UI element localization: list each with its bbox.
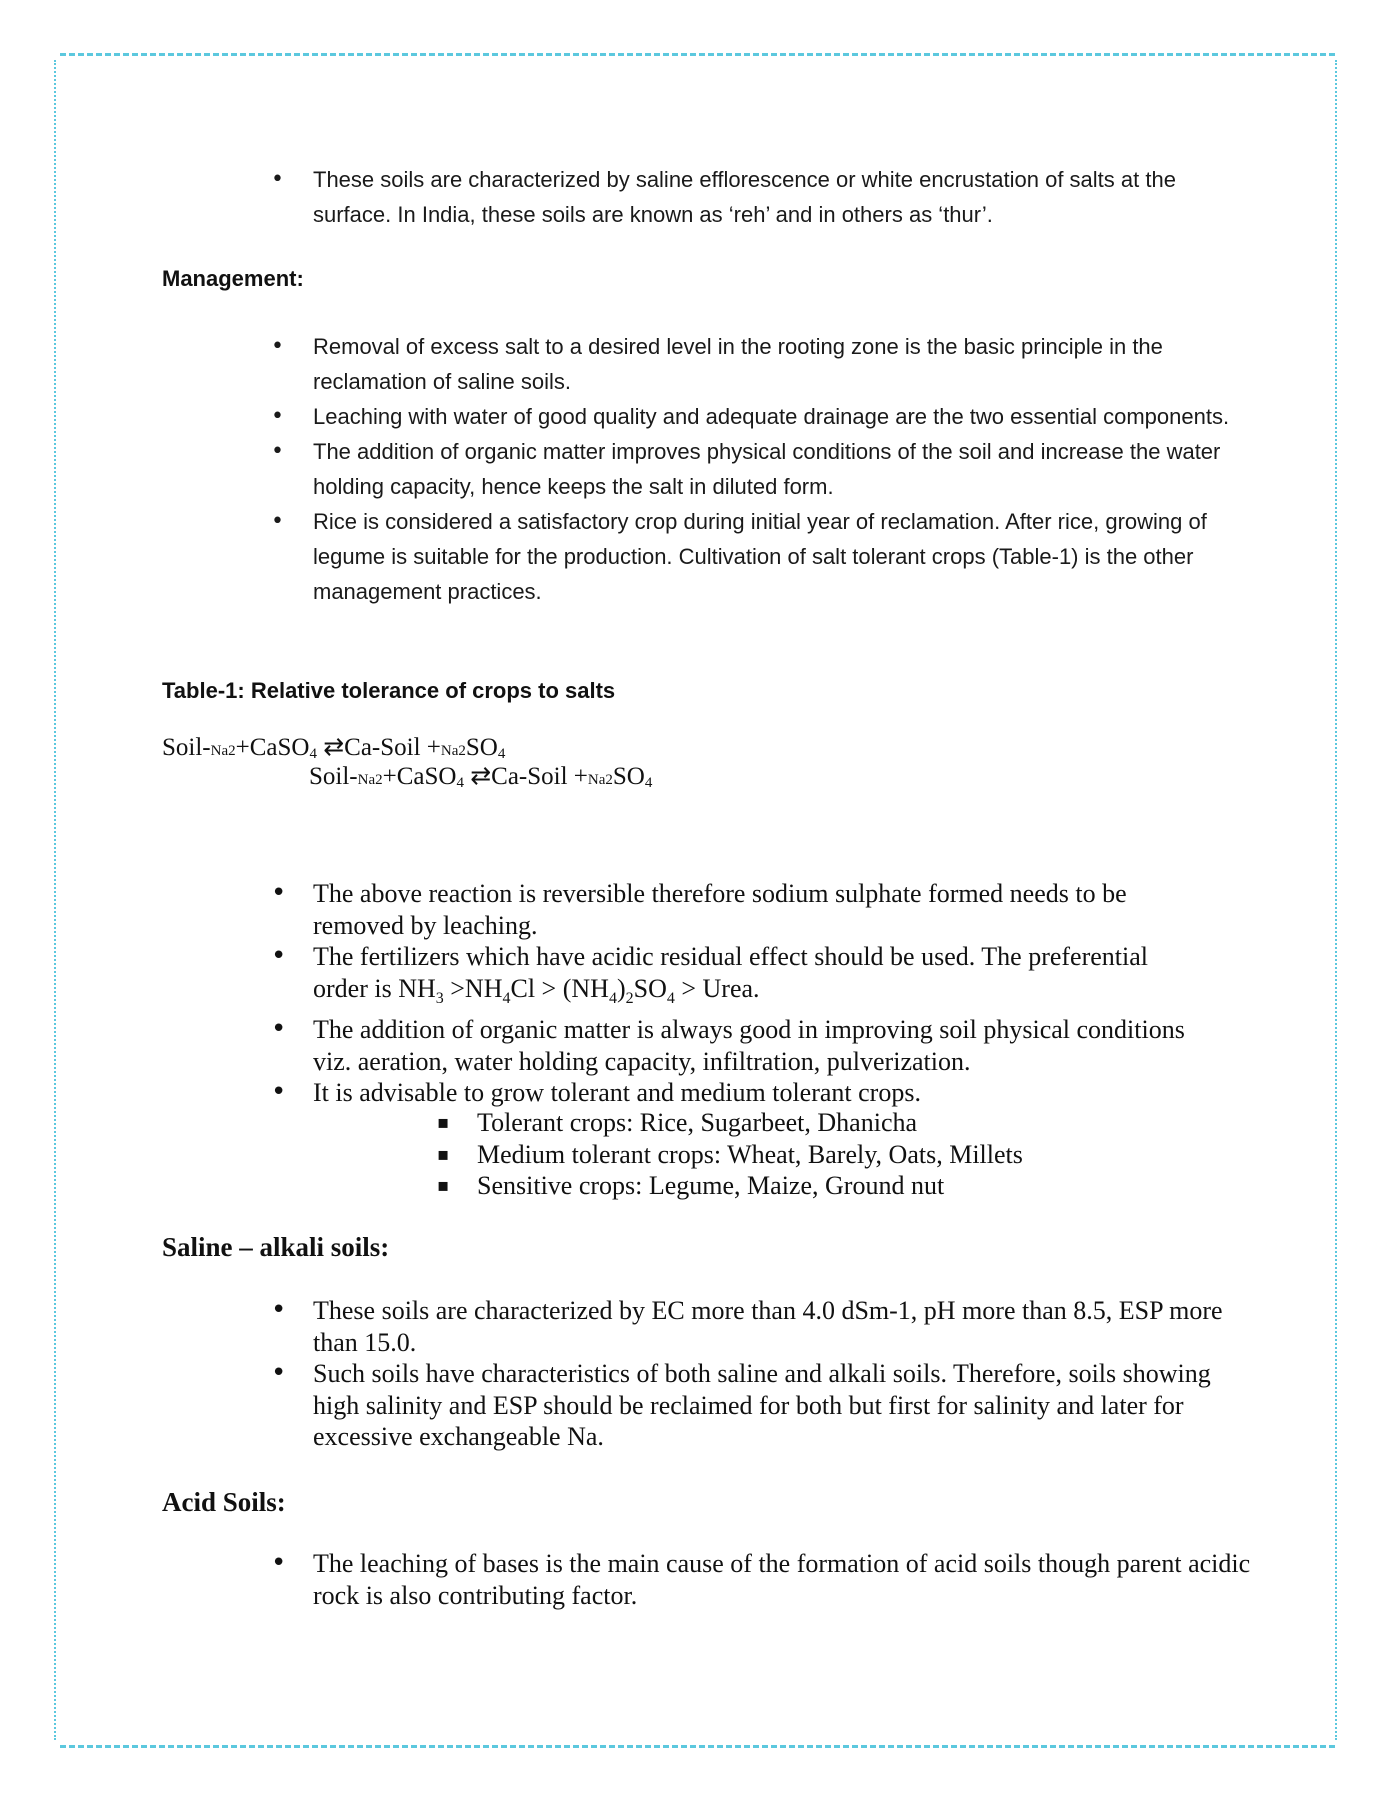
eq-na2: Na2 (587, 772, 613, 788)
list-item: • These soils are characterized by EC more than 4.0 dSm-1, pH more than 8.5, ESP more than 15.0. (313, 1295, 1233, 1358)
eq-so: SO (612, 763, 645, 790)
management-heading: Management: (162, 266, 304, 291)
saline-alkali-list (313, 1295, 1233, 1453)
order-text: > Urea. (674, 973, 760, 1003)
order-sub: 2 (625, 989, 634, 1007)
order-sub: 4 (608, 989, 617, 1007)
table-caption: Table-1: Relative tolerance of crops to salts (162, 678, 616, 703)
eq-caso: +CaSO (235, 734, 310, 761)
fertilizer-intro: The fertilizers which have acidic residual effect should be used. The preferential (313, 942, 1149, 971)
order-text: SO (633, 973, 667, 1003)
eq-soil: Soil- (162, 734, 211, 761)
list-item: ▪ Medium tolerant crops: Wheat, Barely, Oats, Millets (477, 1139, 1177, 1171)
order-sub: 3 (435, 989, 444, 1007)
order-text: ) (616, 973, 626, 1003)
reaction-equation-repeat (309, 761, 652, 792)
order-sub: 4 (666, 989, 675, 1007)
page-border-left (54, 60, 56, 1740)
list-item: • The above reaction is reversible therefore sodium sulphate formed needs to be removed by leaching. (313, 878, 1213, 941)
fertilizer-order (313, 973, 760, 1007)
management-list (313, 329, 1243, 609)
list-item: ▪ Sensitive crops: Legume, Maize, Ground nut (477, 1170, 1177, 1202)
eq-sub: 4 (497, 746, 506, 762)
list-item: • Removal of excess salt to a desired level in the rooting zone is the basic principle in the reclamation of saline soils. (313, 329, 1243, 399)
eq-so: SO (465, 734, 498, 761)
eq-sub: 4 (456, 775, 464, 791)
acid-soils-list (313, 1548, 1253, 1611)
list-item: • It is advisable to grow tolerant and medium tolerant crops. (313, 1077, 1213, 1109)
list-item (313, 941, 1213, 1014)
list-item: ▪ Tolerant crops: Rice, Sugarbeet, Dhanicha (477, 1107, 1177, 1139)
page-border-right (1335, 60, 1337, 1740)
list-item: • Leaching with water of good quality and adequate drainage are the two essential components. (313, 399, 1243, 434)
order-sub: 4 (502, 989, 511, 1007)
crop-group-list (477, 1107, 1177, 1202)
list-item: • Rice is considered a satisfactory crop during initial year of reclamation. After rice, growing of legume is suitable for the production. Cultivation of salt tolerant crops (Table-1) is the other management practices. (313, 504, 1243, 609)
list-item: • The addition of organic matter improves physical conditions of the soil and increase the water holding capacity, hence keeps the salt in diluted form. (313, 434, 1243, 504)
acid-soils-heading: Acid Soils: (162, 1487, 286, 1517)
eq-soil: Soil- (309, 763, 358, 790)
order-text: >NH (443, 973, 503, 1003)
reaction-equation (162, 732, 505, 763)
eq-ca-soil: Ca-Soil + (344, 734, 441, 761)
eq-na2: Na2 (357, 772, 383, 788)
list-item: • The leaching of bases is the main cause of the formation of acid soils though parent acidic rock is also contributing factor. (313, 1548, 1253, 1611)
eq-arrow: ⇄ (323, 734, 345, 761)
order-text: Cl > (NH (510, 973, 609, 1003)
eq-sub: 4 (309, 746, 317, 762)
eq-sub: 4 (644, 775, 653, 791)
page-border-bottom (60, 1745, 1335, 1748)
eq-ca-soil: Ca-Soil + (491, 763, 588, 790)
order-text: order is NH (313, 973, 436, 1003)
reclamation-list (313, 878, 1213, 1109)
list-item: • Such soils have characteristics of both saline and alkali soils. Therefore, soils showing high salinity and ESP should be reclaimed for both but first for salinity and later for excessive exchangeable Na. (313, 1358, 1233, 1453)
list-item: • The addition of organic matter is always good in improving soil physical conditions viz. aeration, water holding capacity, infiltration, pulverization. (313, 1014, 1213, 1077)
eq-na2: Na2 (210, 743, 236, 759)
page-border-top (60, 53, 1335, 56)
list-item: • These soils are characterized by saline efflorescence or white encrustation of salts at the surface. In India, these soils are known as ‘reh’ and in others as ‘thur’. (313, 162, 1233, 232)
eq-arrow: ⇄ (470, 763, 492, 790)
saline-alkali-heading: Saline – alkali soils: (162, 1232, 390, 1262)
intro-list (313, 162, 1233, 232)
eq-caso: +CaSO (382, 763, 457, 790)
eq-na2: Na2 (440, 743, 466, 759)
